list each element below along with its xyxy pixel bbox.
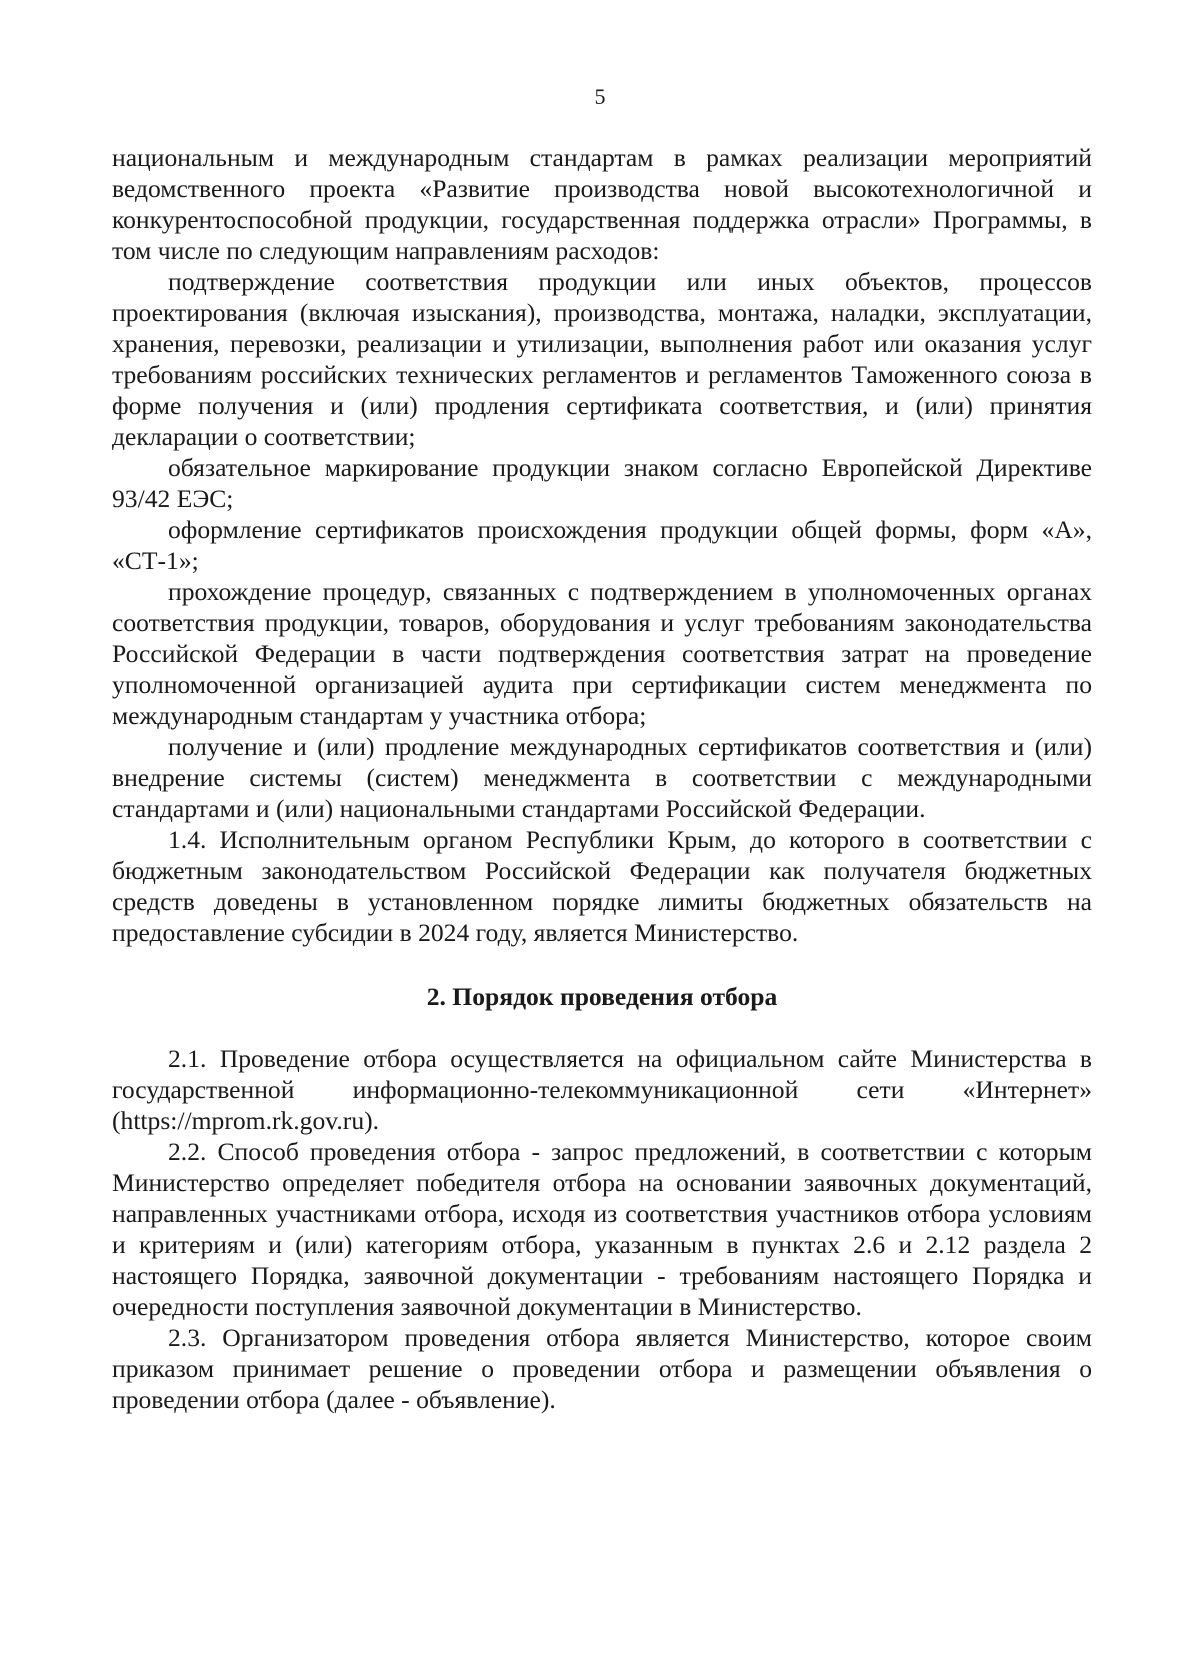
section-heading: 2. Порядок проведения отбора (426, 982, 778, 1011)
paragraph-1-4: 1.4. Исполнительным органом Республики Крым, до которого в соответствии с бюджетным законодательством Российской Федерации как получателя бюджетных средств доведены в установленном порядке лимиты бюджетных обязательств на предоставление субсидии в 2024 году, является Министерство. (112, 825, 1092, 947)
document-body (112, 142, 1092, 1415)
paragraph-conformity-confirmation: подтверждение соответствия продукции или иных объектов, процессов проектирования (включая изыскания), производства, монтажа, наладки, эксплуатации, хранения, перевозки, реализации и утилизации, выполнения работ или оказания услуг требованиям российских технических регламентов и регламентов Таможенного союза в форме получения и (или) продления сертификата соответствия, и (или) принятия декларации о соответствии; (112, 267, 1092, 451)
paragraph-continuation: национальным и международным стандартам в рамках реализации мероприятий ведомственного проекта «Развитие производства новой высокотехнологичной и конкурентоспособной продукции, государственная поддержка отрасли» Программы, в том числе по следующим направлениям расходов: (112, 143, 1092, 265)
paragraph-origin-certificates: оформление сертификатов происхождения продукции общей формы, форм «А», «СТ-1»; (112, 515, 1092, 575)
paragraph-mandatory-marking: обязательное маркирование продукции знаком согласно Европейской Директиве 93/42 ЕЭС; (112, 453, 1092, 513)
paragraph-international-certificates: получение и (или) продление международных сертификатов соответствия и (или) внедрение системы (систем) менеджмента в соответствии с международными стандартами и (или) национальными стандартами Российской Федерации. (112, 732, 1092, 823)
paragraph-procedures: прохождение процедур, связанных с подтверждением в уполномоченных органах соответствия продукции, товаров, оборудования и услуг требованиям законодательства Российской Федерации в части подтверждения соответствия затрат на проведение уполномоченной организацией аудита при сертификации систем менеджмента по международным стандартам у участника отбора; (112, 577, 1092, 730)
paragraph-2-3: 2.3. Организатором проведения отбора является Министерство, которое своим приказом принимает решение о проведении отбора и размещении объявления о проведении отбора (далее - объявление). (112, 1323, 1092, 1414)
page-number: 5 (594, 84, 606, 109)
paragraph-2-1: 2.1. Проведение отбора осуществляется на официальном сайте Министерства в государственной информационно-телекоммуникационной сети «Интернет» (https://mprom.rk.gov.ru). (112, 1044, 1092, 1135)
paragraph-2-2: 2.2. Способ проведения отбора - запрос предложений, в соответствии с которым Министерство определяет победителя отбора на основании заявочных документаций, направленных участниками отбора, исходя из соответствия участников отбора условиям и критериям и (или) категориям отбора, указанным в пунктах 2.6 и 2.12 раздела 2 настоящего Порядка, заявочной документации - требованиям настоящего Порядка и очередности поступления заявочной документации в Министерство. (112, 1137, 1092, 1321)
